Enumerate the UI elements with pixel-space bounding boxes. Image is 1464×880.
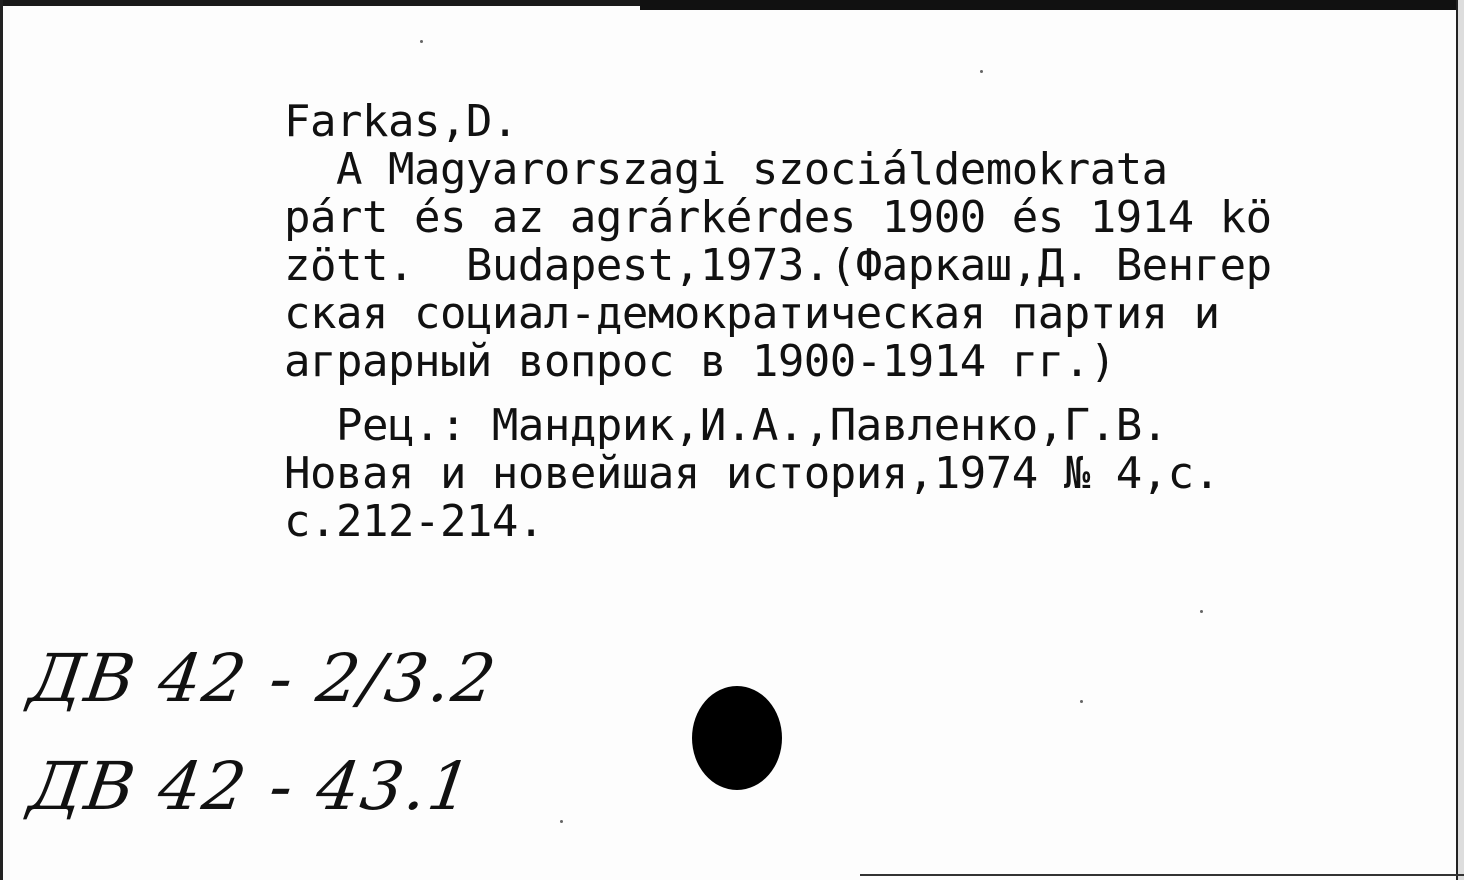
- card-bottom-border: [860, 874, 1464, 876]
- title-line-5: аграрный вопрос в 1900-1914 гг.): [284, 336, 1116, 387]
- title-line-1: A Magyarorszagi szociáldemokrata: [284, 144, 1168, 195]
- title-line-2: párt és az agrárkérdes 1900 és 1914 kö: [284, 192, 1272, 243]
- punch-hole: [692, 686, 782, 790]
- card-left-border: [0, 0, 3, 880]
- review-line-3: с.212-214.: [284, 496, 544, 547]
- card-right-border: [1456, 0, 1464, 880]
- title-line-3: zött. Budapest,1973.(Фаркаш,Д. Венгер: [284, 240, 1272, 291]
- typewritten-entry: [284, 98, 1444, 546]
- review-line-1: Рец.: Мандрик,И.А.,Павленко,Г.В.: [284, 400, 1168, 451]
- speck: [1080, 700, 1083, 703]
- title-line-4: ская социал-демократическая партия и: [284, 288, 1220, 339]
- shelf-mark-2: ДВ 42 - 43.1: [24, 748, 478, 825]
- review-line-2: Новая и новейшая история,1974 № 4,с.: [284, 448, 1220, 499]
- speck: [560, 820, 563, 823]
- author-line: Farkas,D.: [284, 96, 518, 147]
- card-top-border-shadow: [640, 0, 1464, 10]
- speck: [980, 70, 983, 73]
- speck: [420, 40, 423, 43]
- speck: [1200, 610, 1203, 613]
- shelf-mark-1: ДВ 42 - 2/3.2: [24, 640, 502, 717]
